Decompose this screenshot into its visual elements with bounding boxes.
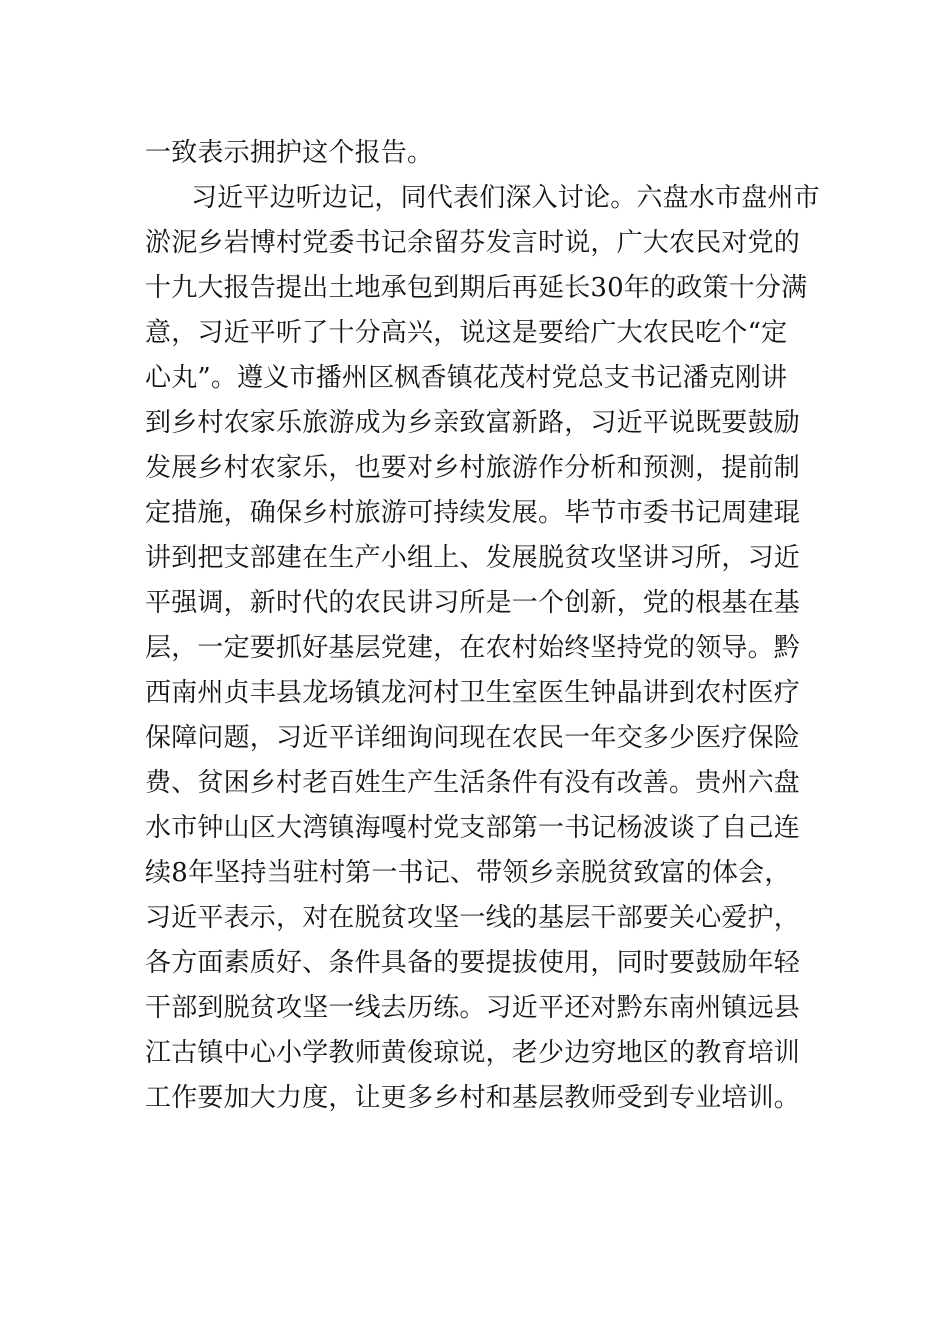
text-line: 淤泥乡岩博村党委书记余留芬发言时说，广大农民对党的 — [145, 228, 801, 258]
text-line: 心丸”。遵义市播州区枫香镇花茂村党总支书记潘克刚讲 — [145, 363, 788, 393]
text-line: 保障问题，习近平详细询问现在农民一年交多少医疗保险 — [145, 723, 801, 753]
text-line: 西南州贞丰县龙场镇龙河村卫生室医生钟晶讲到农村医疗 — [145, 678, 801, 708]
text-line: 讲到把支部建在生产小组上、发展脱贫攻坚讲习所，习近 — [145, 543, 801, 573]
text-line: 发展乡村农家乐，也要对乡村旅游作分析和预测，提前制 — [145, 453, 801, 483]
text-line: 水市钟山区大湾镇海嘎村党支部第一书记杨波谈了自己连 — [145, 813, 801, 843]
text-line: 一致表示拥护这个报告。 — [145, 138, 434, 168]
paragraph-first-line: 习近平边听边记，同代表们深入讨论。六盘水市盘州市 — [191, 183, 820, 213]
text-line: 费、贫困乡村老百姓生产生活条件有没有改善。贵州六盘 — [145, 768, 801, 798]
text-line: 续8年坚持当驻村第一书记、带领乡亲脱贫致富的体会， — [145, 858, 791, 888]
text-line: 到乡村农家乐旅游成为乡亲致富新路，习近平说既要鼓励 — [145, 408, 801, 438]
text-line: 意，习近平听了十分高兴，说这是要给广大农民吃个“定 — [145, 318, 788, 348]
text-line: 十九大报告提出土地承包到期后再延长30年的政策十分满 — [145, 273, 808, 303]
text-line: 定措施，确保乡村旅游可持续发展。毕节市委书记周建琨 — [145, 498, 801, 528]
text-line: 各方面素质好、条件具备的要提拔使用，同时要鼓励年轻 — [145, 948, 801, 978]
text-line: 干部到脱贫攻坚一线去历练。习近平还对黔东南州镇远县 — [145, 993, 801, 1023]
text-line: 习近平表示，对在脱贫攻坚一线的基层干部要关心爱护， — [145, 903, 801, 933]
text-line: 工作要加大力度，让更多乡村和基层教师受到专业培训。 — [145, 1083, 801, 1113]
text-line: 江古镇中心小学教师黄俊琼说，老少边穷地区的教育培训 — [145, 1038, 801, 1068]
text-line: 层，一定要抓好基层党建，在农村始终坚持党的领导。黔 — [145, 633, 801, 663]
article-body — [145, 131, 820, 1121]
text-line: 平强调，新时代的农民讲习所是一个创新，党的根基在基 — [145, 588, 801, 618]
